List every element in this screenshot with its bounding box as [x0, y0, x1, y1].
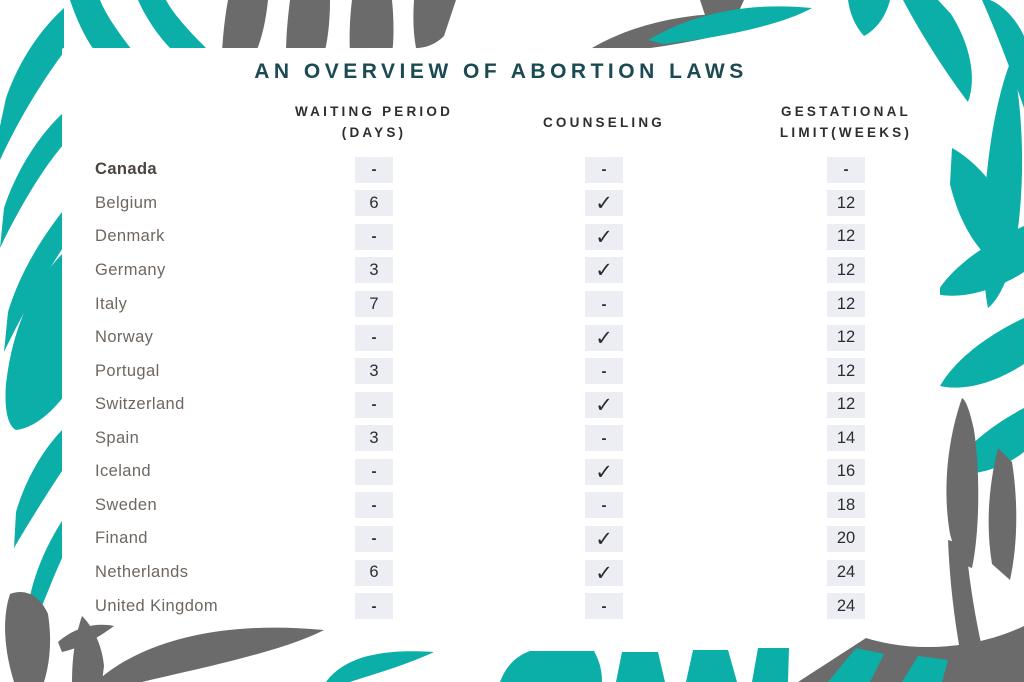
- waiting-period-cell-wrap: [312, 157, 436, 183]
- counseling-cell-wrap: [436, 492, 772, 518]
- waiting-period-cell: -: [355, 157, 393, 183]
- counseling-cell-wrap: [436, 257, 772, 283]
- country-label: Italy: [95, 294, 128, 313]
- table-body: [95, 153, 920, 623]
- country-label: Norway: [95, 328, 154, 347]
- counseling-cell: -: [585, 358, 623, 384]
- column-header-line: COUNSELING: [542, 114, 665, 130]
- waiting-period-cell-wrap: [312, 459, 436, 485]
- gestational-limit-cell: 12: [827, 358, 865, 384]
- table-row: [95, 489, 920, 523]
- counseling-cell: ✓: [585, 325, 623, 351]
- leaf-decoration-right-fronds: [936, 148, 1024, 474]
- counseling-cell: -: [585, 291, 623, 317]
- counseling-cell-wrap: [436, 459, 772, 485]
- waiting-period-cell-wrap: [312, 190, 436, 216]
- counseling-cell-wrap: [436, 593, 772, 619]
- gestational-limit-cell-wrap: [772, 593, 920, 619]
- table-row: [95, 522, 920, 556]
- counseling-cell-wrap: [436, 157, 772, 183]
- gestational-limit-cell: 24: [827, 560, 865, 586]
- country-label: Sweden: [95, 495, 158, 514]
- waiting-period-cell-wrap: [312, 492, 436, 518]
- table-row: [95, 321, 920, 355]
- column-header-counseling: [543, 112, 665, 133]
- waiting-period-cell-wrap: [312, 593, 436, 619]
- counseling-cell: ✓: [585, 560, 623, 586]
- gestational-limit-cell-wrap: [772, 224, 920, 250]
- gestational-limit-cell: -: [827, 157, 865, 183]
- counseling-cell: ✓: [585, 257, 623, 283]
- gestational-limit-cell: 12: [827, 392, 865, 418]
- country-label: Iceland: [95, 462, 152, 481]
- waiting-period-cell-wrap: [312, 224, 436, 250]
- counseling-cell-wrap: [436, 358, 772, 384]
- gestational-limit-cell-wrap: [772, 492, 920, 518]
- gestational-limit-cell-wrap: [772, 560, 920, 586]
- gestational-limit-cell: 16: [827, 459, 865, 485]
- country-label: Portugal: [95, 361, 160, 380]
- country-label: United Kingdom: [95, 596, 219, 615]
- gestational-limit-cell: 12: [827, 291, 865, 317]
- column-header-gestational-limit: [780, 101, 912, 143]
- country-label: Germany: [95, 260, 166, 279]
- counseling-cell: ✓: [585, 392, 623, 418]
- country-label: Denmark: [95, 227, 165, 246]
- column-header-waiting-period: [295, 101, 453, 143]
- leaf-decoration-top-middle: [592, 0, 812, 52]
- leaf-decoration-left-palm: [0, 8, 64, 640]
- gestational-limit-cell-wrap: [772, 325, 920, 351]
- table-row: [95, 455, 920, 489]
- table-row: [95, 354, 920, 388]
- infographic-card: [62, 48, 940, 648]
- table-row: [95, 589, 920, 623]
- counseling-cell: -: [585, 593, 623, 619]
- waiting-period-cell-wrap: [312, 560, 436, 586]
- column-header-line: (DAYS): [341, 125, 407, 140]
- gestational-limit-cell: 12: [827, 224, 865, 250]
- waiting-period-cell: 7: [355, 291, 393, 317]
- gestational-limit-cell-wrap: [772, 526, 920, 552]
- abortion-laws-table: [95, 101, 920, 623]
- waiting-period-cell-wrap: [312, 257, 436, 283]
- table-row: [95, 287, 920, 321]
- waiting-period-cell: -: [355, 224, 393, 250]
- counseling-cell: ✓: [585, 224, 623, 250]
- counseling-cell-wrap: [436, 190, 772, 216]
- counseling-cell-wrap: [436, 291, 772, 317]
- table-row: [95, 254, 920, 288]
- column-header-line: WAITING PERIOD: [294, 104, 454, 119]
- column-header-line: GESTATIONAL: [781, 104, 911, 119]
- waiting-period-cell: 6: [355, 560, 393, 586]
- counseling-cell-wrap: [436, 425, 772, 451]
- country-label: Finand: [95, 529, 148, 548]
- counseling-cell-wrap: [436, 526, 772, 552]
- counseling-cell: -: [585, 157, 623, 183]
- waiting-period-cell-wrap: [312, 526, 436, 552]
- country-label: Canada: [95, 160, 158, 179]
- country-label: Switzerland: [95, 395, 185, 414]
- gestational-limit-cell-wrap: [772, 291, 920, 317]
- waiting-period-cell: -: [355, 492, 393, 518]
- counseling-cell: ✓: [585, 459, 623, 485]
- page-title: AN OVERVIEW OF ABORTION LAWS: [254, 60, 748, 83]
- table-row: [95, 153, 920, 187]
- waiting-period-cell-wrap: [312, 291, 436, 317]
- waiting-period-cell-wrap: [312, 425, 436, 451]
- table-row: [95, 422, 920, 456]
- gestational-limit-cell-wrap: [772, 257, 920, 283]
- waiting-period-cell: 3: [355, 257, 393, 283]
- waiting-period-cell: -: [355, 593, 393, 619]
- country-label: Spain: [95, 428, 140, 447]
- gestational-limit-cell-wrap: [772, 392, 920, 418]
- counseling-cell-wrap: [436, 392, 772, 418]
- waiting-period-cell: -: [355, 392, 393, 418]
- table-row: [95, 388, 920, 422]
- gestational-limit-cell: 12: [827, 325, 865, 351]
- waiting-period-cell: -: [355, 459, 393, 485]
- country-label: Belgium: [95, 193, 158, 212]
- leaf-decoration-top-left: [70, 0, 456, 54]
- leaf-decoration-right-gray-leaf: [946, 398, 1016, 682]
- waiting-period-cell: -: [355, 325, 393, 351]
- table-header-row: [95, 101, 920, 143]
- counseling-cell: ✓: [585, 526, 623, 552]
- counseling-cell: -: [585, 425, 623, 451]
- gestational-limit-cell: 12: [827, 257, 865, 283]
- waiting-period-cell-wrap: [312, 325, 436, 351]
- counseling-cell-wrap: [436, 325, 772, 351]
- leaf-decoration-bottom-center-teal: [500, 648, 789, 682]
- waiting-period-cell-wrap: [312, 392, 436, 418]
- counseling-cell: ✓: [585, 190, 623, 216]
- gestational-limit-cell-wrap: [772, 459, 920, 485]
- gestational-limit-cell-wrap: [772, 157, 920, 183]
- gestational-limit-cell: 18: [827, 492, 865, 518]
- waiting-period-cell: 3: [355, 425, 393, 451]
- country-label: Netherlands: [95, 563, 189, 582]
- counseling-cell-wrap: [436, 560, 772, 586]
- gestational-limit-cell: 12: [827, 190, 865, 216]
- counseling-cell: -: [585, 492, 623, 518]
- gestational-limit-cell: 14: [827, 425, 865, 451]
- waiting-period-cell-wrap: [312, 358, 436, 384]
- gestational-limit-cell-wrap: [772, 190, 920, 216]
- table-row: [95, 556, 920, 590]
- waiting-period-cell: 6: [355, 190, 393, 216]
- table-row: [95, 220, 920, 254]
- waiting-period-cell: -: [355, 526, 393, 552]
- gestational-limit-cell: 20: [827, 526, 865, 552]
- column-header-line: LIMIT(WEEKS): [779, 125, 913, 140]
- counseling-cell-wrap: [436, 224, 772, 250]
- gestational-limit-cell-wrap: [772, 358, 920, 384]
- gestational-limit-cell-wrap: [772, 425, 920, 451]
- waiting-period-cell: 3: [355, 358, 393, 384]
- gestational-limit-cell: 24: [827, 593, 865, 619]
- table-row: [95, 187, 920, 221]
